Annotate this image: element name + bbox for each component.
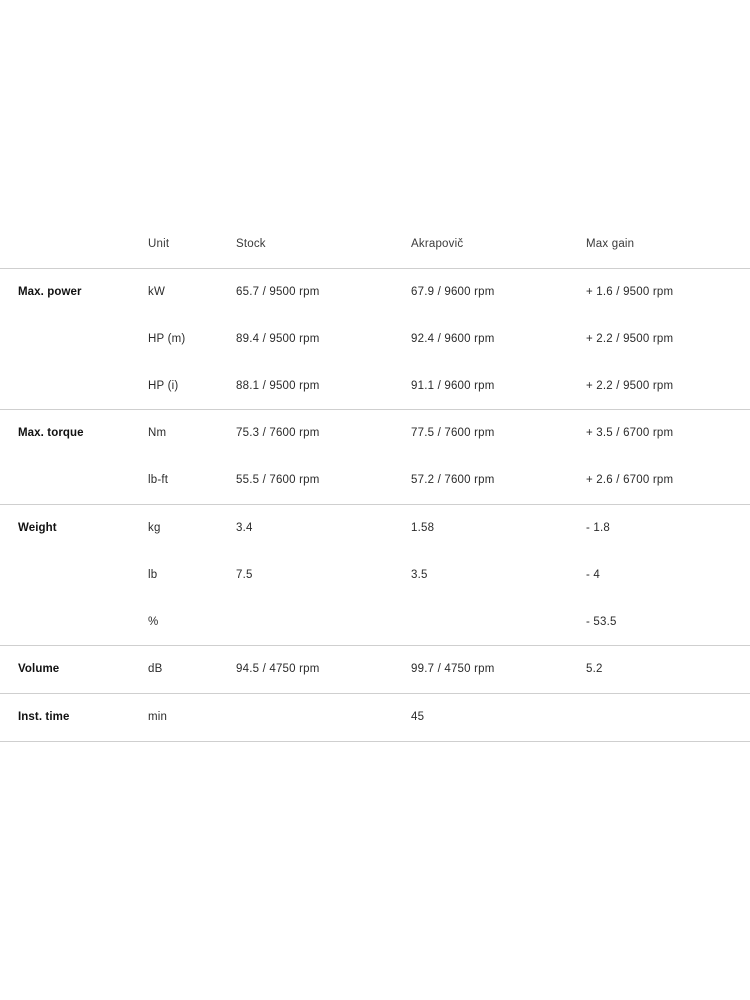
cell-stock: 75.3 / 7600 rpm	[236, 410, 411, 457]
table-row	[0, 457, 750, 504]
cell-unit: lb	[148, 568, 158, 581]
table-row	[0, 316, 750, 363]
row-label	[0, 552, 148, 599]
specifications-table	[0, 238, 750, 742]
row-label: Max. power	[0, 269, 148, 316]
row-label: Volume	[0, 646, 148, 694]
cell-stock: 7.5	[236, 568, 253, 581]
cell-unit: HP (i)	[148, 379, 179, 392]
cell-max-gain: + 1.6 / 9500 rpm	[586, 269, 750, 316]
table-body	[0, 269, 750, 742]
table-row	[0, 646, 750, 694]
table-row	[0, 552, 750, 599]
column-header-akrapovic: Akrapovič	[411, 238, 586, 269]
cell-akrapovic: 45	[411, 694, 586, 742]
row-label	[0, 457, 148, 504]
cell-max-gain: + 3.5 / 6700 rpm	[586, 410, 750, 457]
cell-akrapovic: 3.5	[411, 568, 428, 581]
cell-stock	[236, 599, 411, 646]
cell-max-gain: - 1.8	[586, 504, 750, 551]
specifications-table-container	[0, 238, 750, 742]
row-label: Weight	[0, 504, 148, 551]
cell-akrapovic: 91.1 / 9600 rpm	[411, 379, 495, 392]
cell-max-gain: - 53.5	[586, 615, 617, 628]
cell-unit: kg	[148, 504, 236, 551]
table-row	[0, 599, 750, 646]
cell-unit: kW	[148, 269, 236, 316]
cell-akrapovic	[411, 599, 586, 646]
cell-max-gain: 5.2	[586, 646, 750, 694]
cell-unit: Nm	[148, 410, 236, 457]
cell-max-gain	[586, 694, 750, 742]
table-row	[0, 363, 750, 410]
cell-unit: dB	[148, 646, 236, 694]
column-header-stock: Stock	[236, 238, 411, 269]
cell-stock: 89.4 / 9500 rpm	[236, 332, 320, 345]
cell-akrapovic: 77.5 / 7600 rpm	[411, 410, 586, 457]
cell-stock: 88.1 / 9500 rpm	[236, 379, 320, 392]
cell-akrapovic: 57.2 / 7600 rpm	[411, 474, 495, 487]
cell-max-gain: + 2.2 / 9500 rpm	[586, 332, 674, 345]
table-row	[0, 410, 750, 457]
table-row	[0, 504, 750, 551]
cell-max-gain: - 4	[586, 568, 601, 581]
cell-stock	[236, 694, 411, 742]
cell-akrapovic: 67.9 / 9600 rpm	[411, 269, 586, 316]
cell-unit: lb-ft	[148, 474, 169, 487]
column-header-max-gain: Max gain	[586, 238, 750, 269]
table-header-row	[0, 238, 750, 269]
column-header-blank	[0, 238, 148, 269]
table-header	[0, 238, 750, 269]
cell-stock: 3.4	[236, 504, 411, 551]
cell-max-gain: + 2.2 / 9500 rpm	[586, 379, 674, 392]
cell-akrapovic: 1.58	[411, 504, 586, 551]
cell-stock: 94.5 / 4750 rpm	[236, 646, 411, 694]
cell-unit: min	[148, 694, 236, 742]
cell-stock: 65.7 / 9500 rpm	[236, 269, 411, 316]
cell-max-gain: + 2.6 / 6700 rpm	[586, 474, 674, 487]
row-label	[0, 363, 148, 410]
table-row	[0, 269, 750, 316]
cell-stock: 55.5 / 7600 rpm	[236, 474, 320, 487]
cell-unit: %	[148, 615, 159, 628]
table-row	[0, 694, 750, 742]
cell-akrapovic: 92.4 / 9600 rpm	[411, 332, 495, 345]
row-label	[0, 599, 148, 646]
row-label: Inst. time	[0, 694, 148, 742]
row-label	[0, 316, 148, 363]
row-label: Max. torque	[0, 410, 148, 457]
column-header-unit: Unit	[148, 238, 236, 269]
cell-unit: HP (m)	[148, 332, 186, 345]
cell-akrapovic: 99.7 / 4750 rpm	[411, 646, 586, 694]
